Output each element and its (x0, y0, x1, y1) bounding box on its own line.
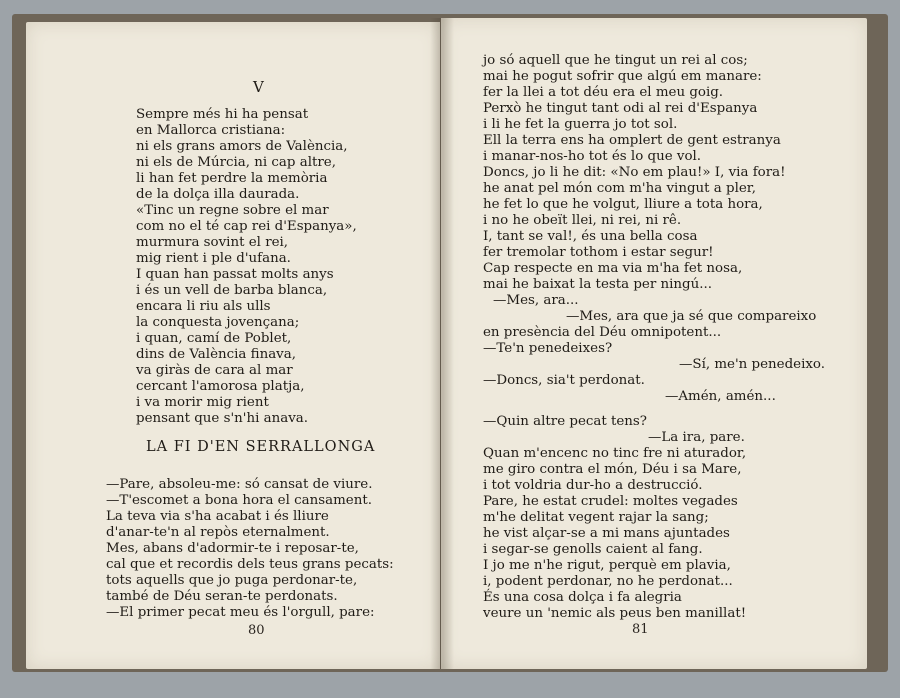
poem-line: cercant l'amorosa platja, (136, 379, 305, 394)
poem-line: —Te'n penedeixes? (483, 341, 613, 356)
poem-line: fer tremolar tothom i estar segur! (483, 245, 714, 260)
poem-line: cal que et recordis dels teus grans pecats: (106, 557, 394, 572)
poem-line: i manar-nos-ho tot és lo que vol. (483, 149, 702, 164)
poem-line: li han fet perdre la memòria (136, 171, 328, 186)
poem-line: la conquesta jovençana; (136, 315, 300, 330)
poem-line: he anat pel món com m'ha vingut a pler, (483, 181, 756, 196)
poem-line: Cap respecte en ma via m'ha fet nosa, (483, 261, 743, 276)
poem-line: com no el té cap rei d'Espanya», (136, 219, 357, 234)
poem-line: És una cosa dolça i fa alegria (483, 590, 682, 605)
poem-line: pensant que s'n'hi anava. (136, 411, 309, 426)
poem-line: Perxò he tingut tant odi al rei d'Espanya (483, 101, 758, 116)
poem-line: mig rient i ple d'ufana. (136, 251, 291, 266)
poem-line: Ell la terra ens ha omplert de gent estranya (483, 133, 781, 148)
poem-line: i li he fet la guerra jo tot sol. (483, 117, 678, 132)
poem-line: encara li riu als ulls (136, 299, 271, 314)
poem-line: veure un 'nemic als peus ben manillat! (483, 606, 747, 621)
poem-line: mai he pogut sofrir que algú em manare: (483, 69, 762, 84)
poem-line: va giràs de cara al mar (136, 363, 293, 378)
poem-line: —La ira, pare. (648, 430, 745, 445)
poem-line: I quan han passat molts anys (136, 267, 334, 282)
poem-line: en Mallorca cristiana: (136, 123, 286, 138)
poem-line: jo só aquell que he tingut un rei al cos; (483, 53, 748, 68)
poem-line: Pare, he estat crudel: moltes vegades (483, 494, 738, 509)
poem-line: —Mes, ara que ja sé que compareixo (566, 309, 817, 324)
poem-line: —El primer pecat meu és l'orgull, pare: (106, 605, 375, 620)
poem-line: me giro contra el món, Déu i sa Mare, (483, 462, 742, 477)
poem-line: i va morir mig rient (136, 395, 269, 410)
poem-line: també de Déu seran-te perdonats. (106, 589, 338, 604)
poem-line: m'he delitat vegent rajar la sang; (483, 510, 709, 525)
book-gutter (430, 18, 454, 669)
poem-line: I, tant se val!, és una bella cosa (483, 229, 698, 244)
poem-line: Doncs, jo li he dit: «No em plau!» I, via fora! (483, 165, 786, 180)
page-number: 80 (248, 623, 265, 638)
poem-line: —Sí, me'n penedeixo. (679, 357, 826, 372)
poem-line: fer la llei a tot déu era el meu goig. (483, 85, 724, 100)
poem-line: La teva via s'ha acabat i és lliure (106, 509, 329, 524)
poem-line: «Tinc un regne sobre el mar (136, 203, 329, 218)
poem-line: de la dolça illa daurada. (136, 187, 300, 202)
poem-line: i no he obeït llei, ni rei, ni rê. (483, 213, 682, 228)
poem-line: en presència del Déu omnipotent... (483, 325, 722, 340)
poem-line: i segar-se genolls caient al fang. (483, 542, 703, 557)
poem-line: ni els grans amors de València, (136, 139, 348, 154)
poem-line: d'anar-te'n al repòs eternalment. (106, 525, 330, 540)
poem-line: he fet lo que he volgut, lliure a tota hora, (483, 197, 763, 212)
poem-line: Sempre més hi ha pensat (136, 107, 309, 122)
poem-title: LA FI D'EN SERRALLONGA (146, 439, 376, 455)
poem-line: i tot voldria dur-ho a destrucció. (483, 478, 703, 493)
poem-line: i, podent perdonar, no he perdonat... (483, 574, 733, 589)
poem-line: tots aquells que jo puga perdonar-te, (106, 573, 358, 588)
poem-line: —T'escomet a bona hora el cansament. (106, 493, 372, 508)
poem-line: I jo me n'he rigut, perquè em plavia, (483, 558, 731, 573)
section-numeral: V (253, 78, 265, 96)
poem-line: —Doncs, sia't perdonat. (483, 373, 645, 388)
poem-line: —Quin altre pecat tens? (483, 414, 647, 429)
poem-line: i quan, camí de Poblet, (136, 331, 292, 346)
poem-line: Quan m'encenc no tinc fre ni aturador, (483, 446, 747, 461)
poem-line: —Pare, absoleu-me: só cansat de viure. (106, 477, 373, 492)
poem-line: murmura sovint el rei, (136, 235, 289, 250)
poem-line: dins de València finava, (136, 347, 296, 362)
left-page (26, 22, 440, 669)
poem-line: mai he baixat la testa per ningú... (483, 277, 713, 292)
poem-line: he vist alçar-se a mi mans ajuntades (483, 526, 730, 541)
page-number: 81 (632, 622, 649, 637)
right-page (441, 18, 867, 669)
poem-line: —Amén, amén... (665, 389, 776, 404)
poem-line: i és un vell de barba blanca, (136, 283, 328, 298)
poem-line: Mes, abans d'adormir-te i reposar-te, (106, 541, 359, 556)
poem-line: ni els de Múrcia, ni cap altre, (136, 155, 336, 170)
poem-line: —Mes, ara... (493, 293, 579, 308)
